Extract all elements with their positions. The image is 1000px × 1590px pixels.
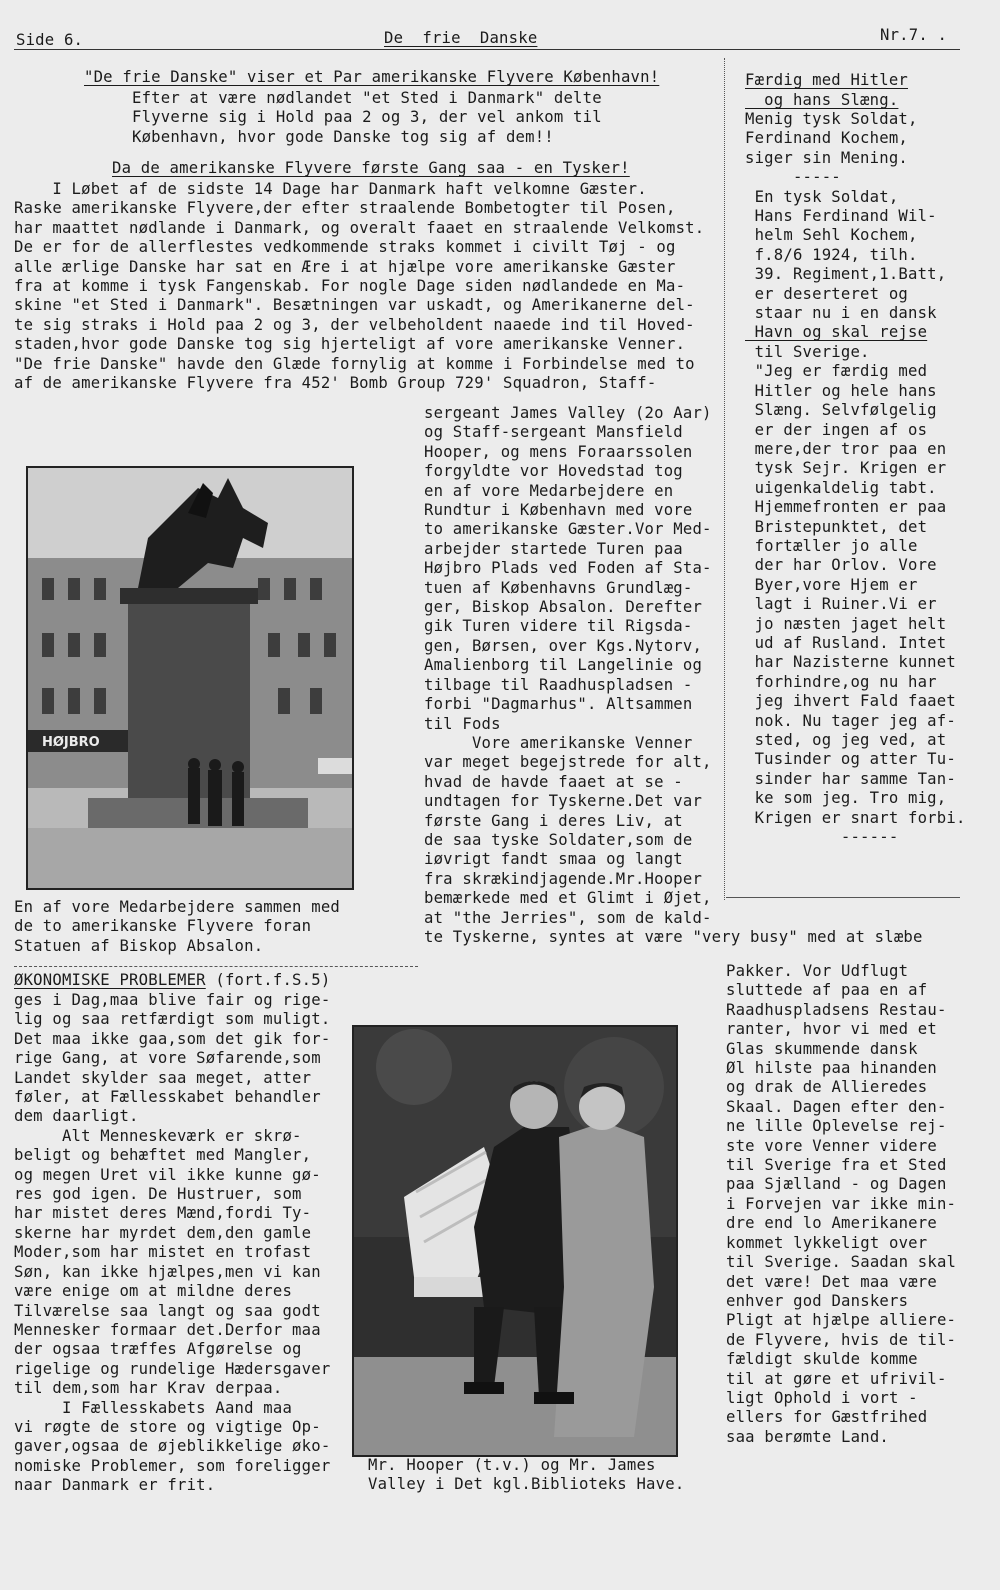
body-line: til Sverige. Saadan skal xyxy=(726,1253,957,1272)
article-kicker: Da de amerikanske Flyvere første Gang saa - en Tysker! xyxy=(112,159,630,177)
sidebar-line: ------ xyxy=(745,828,899,847)
body-line: de Flyvere, hvis de til- xyxy=(726,1330,957,1349)
newspaper-title: De frie Danske xyxy=(384,29,538,47)
body-line: Hooper, og mens Foraarssolen xyxy=(424,442,693,461)
body-line: arbejder startede Turen paa xyxy=(424,539,683,558)
economic-heading-wrap xyxy=(14,971,330,990)
economic-heading-suffix: (fort.f.S.5) xyxy=(205,971,331,989)
body-line: paa Sjælland - og Dagen xyxy=(726,1175,947,1194)
economic-line: Det maa ikke gaa,som det gik for- xyxy=(14,1029,331,1048)
body-line: tilbage til Raadhuspladsen - xyxy=(424,675,693,694)
economic-line: naar Danmark er frit. xyxy=(14,1476,216,1495)
body-line: Amalienborg til Langelinie og xyxy=(424,656,703,675)
sidebar-line: jeg ihvert Fald faaet xyxy=(745,692,956,711)
economic-heading: ØKONOMISKE PROBLEMER xyxy=(14,971,206,989)
body-line: i Forvejen var ikke min- xyxy=(726,1194,957,1213)
photo-absalon-image xyxy=(28,468,352,888)
body-line: Højbro Plads ved Foden af Sta- xyxy=(424,559,712,578)
body-line: "De frie Danske" havde den Glæde fornylig at komme i Forbindelse med to xyxy=(14,354,695,373)
body-line: ste vore Venner videre xyxy=(726,1136,937,1155)
sidebar-line: Hans Ferdinand Wil- xyxy=(745,207,937,226)
sidebar-line: Krigen er snart forbi. xyxy=(745,808,966,827)
economic-line: nomiske Problemer, som foreligger xyxy=(14,1456,331,1475)
economic-line: være enige om at mildne deres xyxy=(14,1282,293,1301)
economic-line: og megen Uret vil ikke kunne gø- xyxy=(14,1165,321,1184)
body-line: saa berømte Land. xyxy=(726,1427,889,1446)
photo1-caption xyxy=(14,898,340,956)
page-number: Side 6. xyxy=(16,31,84,49)
body-line: forgyldte vor Hovedstad tog xyxy=(424,462,683,481)
sidebar-line: er der ingen af os xyxy=(745,420,928,439)
sidebar-line: staar nu i en dansk xyxy=(745,304,937,323)
caption-line: En af vore Medarbejdere sammen med xyxy=(14,898,340,916)
sidebar-line: forhindre,og nu har xyxy=(745,672,937,691)
body-line: De er for de allerflestes vedkommende straks kommet i civilt Tøj - og xyxy=(14,238,676,257)
body-line: fra skrækindjagende.Mr.Hooper xyxy=(424,869,703,888)
sidebar-line: Ferdinand Kochem, xyxy=(745,129,908,148)
economic-line: har mistet deres Mænd,fordi Ty- xyxy=(14,1204,312,1223)
caption-line: Statuen af Biskop Absalon. xyxy=(14,936,264,955)
body-line: til at gøre et ufrivil- xyxy=(726,1369,947,1388)
sidebar-line: sinder har samme Tan- xyxy=(745,769,956,788)
body-line: det være! Det maa være xyxy=(726,1272,937,1291)
body-line: sergeant James Valley (2o Aar) xyxy=(424,404,712,422)
body-line: første Gang i deres Liv, at xyxy=(424,811,683,830)
body-line: sluttede af paa en af xyxy=(726,981,928,1000)
body-line: ranter, hvor vi med et xyxy=(726,1020,937,1039)
economic-line: lig og saa retfærdigt som muligt. xyxy=(14,1010,331,1029)
photo-absalon-statue xyxy=(26,466,354,890)
body-line: te Tyskerne, syntes at være "very busy" med at slæbe xyxy=(424,927,923,946)
sidebar-line: mere,der tror paa en xyxy=(745,439,947,458)
body-line: bemærkede med et Glimt i Øjet, xyxy=(424,889,712,908)
economic-body xyxy=(14,991,330,1496)
sidebar-line: Hjemmefronten er paa xyxy=(745,498,947,517)
body-line: to amerikanske Gæster.Vor Med- xyxy=(424,520,712,539)
body-line: Rundtur i København med vore xyxy=(424,501,693,520)
body-line: forbi "Dagmarhus". Altsammen xyxy=(424,695,693,714)
sidebar-line: der har Orlov. Vore xyxy=(745,556,937,575)
body-line: af de amerikanske Flyvere fra 452' Bomb Group 729' Squadron, Staff- xyxy=(14,374,657,393)
body-line: Vore amerikanske Venner xyxy=(424,733,693,752)
body-line: til Sverige fra et Sted xyxy=(726,1156,947,1175)
body-line: har maattet nødlande i Danmark, og overalt faaet en straalende Velkomst. xyxy=(14,218,705,237)
subhead-line: Efter at være nødlandet "et Sted i Danmark" delte xyxy=(132,89,602,107)
sidebar-line: Menig tysk Soldat, xyxy=(745,110,918,128)
sidebar-line: "Jeg er færdig med xyxy=(745,362,928,381)
issue-number: Nr.7. . xyxy=(880,26,948,44)
sidebar-line: nok. Nu tager jeg af- xyxy=(745,711,956,730)
body-line: var meget begejstrede for alt, xyxy=(424,753,712,772)
sidebar-line: ----- xyxy=(745,168,841,187)
body-line: fældigt skulde komme xyxy=(726,1350,918,1369)
article-body-full xyxy=(14,180,704,393)
economic-line: Moder,som har mistet en trofast xyxy=(14,1243,312,1262)
sidebar-line: fortæller jo alle xyxy=(745,536,918,555)
body-line: en af vore Medarbejdere en xyxy=(424,481,674,500)
body-line: og drak de Allieredes xyxy=(726,1078,928,1097)
caption-line: de to amerikanske Flyvere foran xyxy=(14,917,312,936)
body-line: Raske amerikanske Flyvere,der efter straalende Bombetogter til Posen, xyxy=(14,199,676,218)
photo-airmen-image xyxy=(354,1027,676,1455)
body-line: at "the Jerries", som de kald- xyxy=(424,908,712,927)
economic-line: gaver,ogsaa de øjeblikkelige øko- xyxy=(14,1437,331,1456)
economic-line: I Fællesskabets Aand maa xyxy=(14,1398,293,1417)
caption-line: Valley i Det kgl.Biblioteks Have. xyxy=(368,1475,685,1494)
hojbro-sign: HØJBRO xyxy=(42,735,100,750)
body-line: ellers for Gæstfrihed xyxy=(726,1408,928,1427)
sidebar-line: f.8/6 1924, tilh. xyxy=(745,245,918,264)
sidebar-line: ke som jeg. Tro mig, xyxy=(745,789,947,808)
sidebar-line: Tusinder og atter Tu- xyxy=(745,750,956,769)
sidebar-line: er deserteret og xyxy=(745,284,908,303)
sidebar-headline-2: og hans Slæng. xyxy=(745,91,899,109)
body-line: staden,hvor gode Danske tog sig hjerteligt af vore amerikanske Venner. xyxy=(14,335,686,354)
economic-line: dem daarligt. xyxy=(14,1107,139,1126)
economic-line: til dem,som har Krav derpaa. xyxy=(14,1379,283,1398)
economic-line: res god igen. De Hustruer, som xyxy=(14,1185,302,1204)
photo-airmen-bench xyxy=(352,1025,678,1457)
body-line: alle ærlige Danske har sat en Ære i at hjælpe vore amerikanske Gæster xyxy=(14,257,676,276)
body-line: I Løbet af de sidste 14 Dage har Danmark haft velkomne Gæster. xyxy=(14,180,647,198)
sidebar-line: Byer,vore Hjem er xyxy=(745,575,918,594)
sidebar-headline: Færdig med Hitler xyxy=(745,71,908,89)
sidebar-line: uigenkaldelig tabt. xyxy=(745,478,937,497)
sidebar-line: har Nazisterne kunnet xyxy=(745,653,956,672)
sidebar-line: lagt i Ruiner.Vi er xyxy=(745,595,937,614)
economic-line: Tilværelse saa langt og saa godt xyxy=(14,1301,321,1320)
sidebar-line: siger sin Mening. xyxy=(745,148,908,167)
body-line: Skaal. Dagen efter den- xyxy=(726,1097,947,1116)
economic-line: rige Gang, at vore Søfarende,som xyxy=(14,1049,321,1068)
sidebar-line: ud af Rusland. Intet xyxy=(745,633,947,652)
body-line: te sig straks i Hold paa 2 og 3, der velbeholdent naaede ind til Hoved- xyxy=(14,315,695,334)
sidebar-line: jo næsten jaget helt xyxy=(745,614,947,633)
section-divider xyxy=(14,966,418,967)
body-line: gen, Børsen, over Kgs.Nytorv, xyxy=(424,636,703,655)
body-line: ligt Ophold i vort - xyxy=(726,1388,918,1407)
body-line: skine "et Sted i Danmark". Besætningen var uskadt, og Amerikanerne del- xyxy=(14,296,695,315)
subhead-line: Flyverne sig i Hold paa 2 og 3, der vel ankom til xyxy=(132,108,602,126)
body-line: iøvrigt fandt smaa og langt xyxy=(424,850,683,869)
economic-line: Alt Menneskeværk er skrø- xyxy=(14,1126,302,1145)
subhead-line: København, hvor gode Danske tog sig af dem!! xyxy=(132,128,554,146)
body-line: Raadhuspladsens Restau- xyxy=(726,1000,947,1019)
sidebar-line: 39. Regiment,1.Batt, xyxy=(745,265,947,284)
body-line: tuen af Københavns Grundlæg- xyxy=(424,578,693,597)
body-line: dre end lo Amerikanere xyxy=(726,1214,937,1233)
body-line: fra at komme i tysk Fangenskab. For nogle Dage siden nødlandede en Ma- xyxy=(14,277,686,296)
sidebar-line: til Sverige. xyxy=(745,342,870,361)
photo2-caption xyxy=(368,1456,684,1495)
body-line: de saa tyske Soldater,som de xyxy=(424,830,693,849)
economic-line: ges i Dag,maa blive fair og rige- xyxy=(14,991,331,1009)
body-line: enhver god Danskers xyxy=(726,1291,909,1310)
body-line: hvad de havde faaet at se - xyxy=(424,772,683,791)
main-headline: "De frie Danske" viser et Par amerikanske Flyvere København! xyxy=(84,68,660,86)
economic-line: beligt og behæftet med Mangler, xyxy=(14,1146,312,1165)
body-line: kommet lykkeligt over xyxy=(726,1233,928,1252)
body-line: Glas skummende dansk xyxy=(726,1039,918,1058)
sidebar-line: Slæng. Selvfølgelig xyxy=(745,401,937,420)
caption-line: Mr. Hooper (t.v.) og Mr. James xyxy=(368,1456,656,1474)
sidebar-bottom-rule xyxy=(726,897,960,898)
sidebar-line: tysk Sejr. Krigen er xyxy=(745,459,947,478)
body-line: Pligt at hjælpe alliere- xyxy=(726,1311,957,1330)
sidebar-line: sted, og jeg ved, at xyxy=(745,731,947,749)
body-line: til Fods xyxy=(424,714,501,733)
header-rule xyxy=(14,49,960,50)
sidebar-line: Havn og skal rejse xyxy=(745,323,928,342)
economic-line: vi røgte de store og vigtige Op- xyxy=(14,1417,321,1436)
sidebar-line: helm Sehl Kochem, xyxy=(745,226,918,245)
body-line: Pakker. Vor Udflugt xyxy=(726,962,909,980)
sidebar-line: Hitler og hele hans xyxy=(745,381,937,400)
article-body-column-2 xyxy=(726,962,956,1447)
body-line: Øl hilste paa hinanden xyxy=(726,1059,937,1078)
economic-line: Landet skylder saa meget, atter xyxy=(14,1068,312,1087)
body-line: ne lille Oplevelse rej- xyxy=(726,1117,947,1136)
body-line: undtagen for Tyskerne.Det var xyxy=(424,792,703,811)
economic-line: Søn, kan ikke hjælpes,men vi kan xyxy=(14,1262,321,1281)
economic-line: der ogsaa træffes Afgørelse og xyxy=(14,1340,302,1359)
sidebar-line: En tysk Soldat, xyxy=(745,187,899,206)
body-line: og Staff-sergeant Mansfield xyxy=(424,423,683,442)
economic-line: skerne har myrdet dem,den gamle xyxy=(14,1223,312,1242)
economic-line: rigelige og rundelige Hædersgaver xyxy=(14,1359,331,1378)
body-line: ger, Biskop Absalon. Derefter xyxy=(424,598,703,617)
sidebar-body xyxy=(745,110,966,847)
sidebar-line: Bristepunktet, det xyxy=(745,517,928,536)
economic-line: føler, at Fællesskabet behandler xyxy=(14,1088,321,1107)
body-line: gik Turen videre til Rigsda- xyxy=(424,617,693,636)
economic-line: Mennesker formaar det.Derfor maa xyxy=(14,1320,321,1339)
